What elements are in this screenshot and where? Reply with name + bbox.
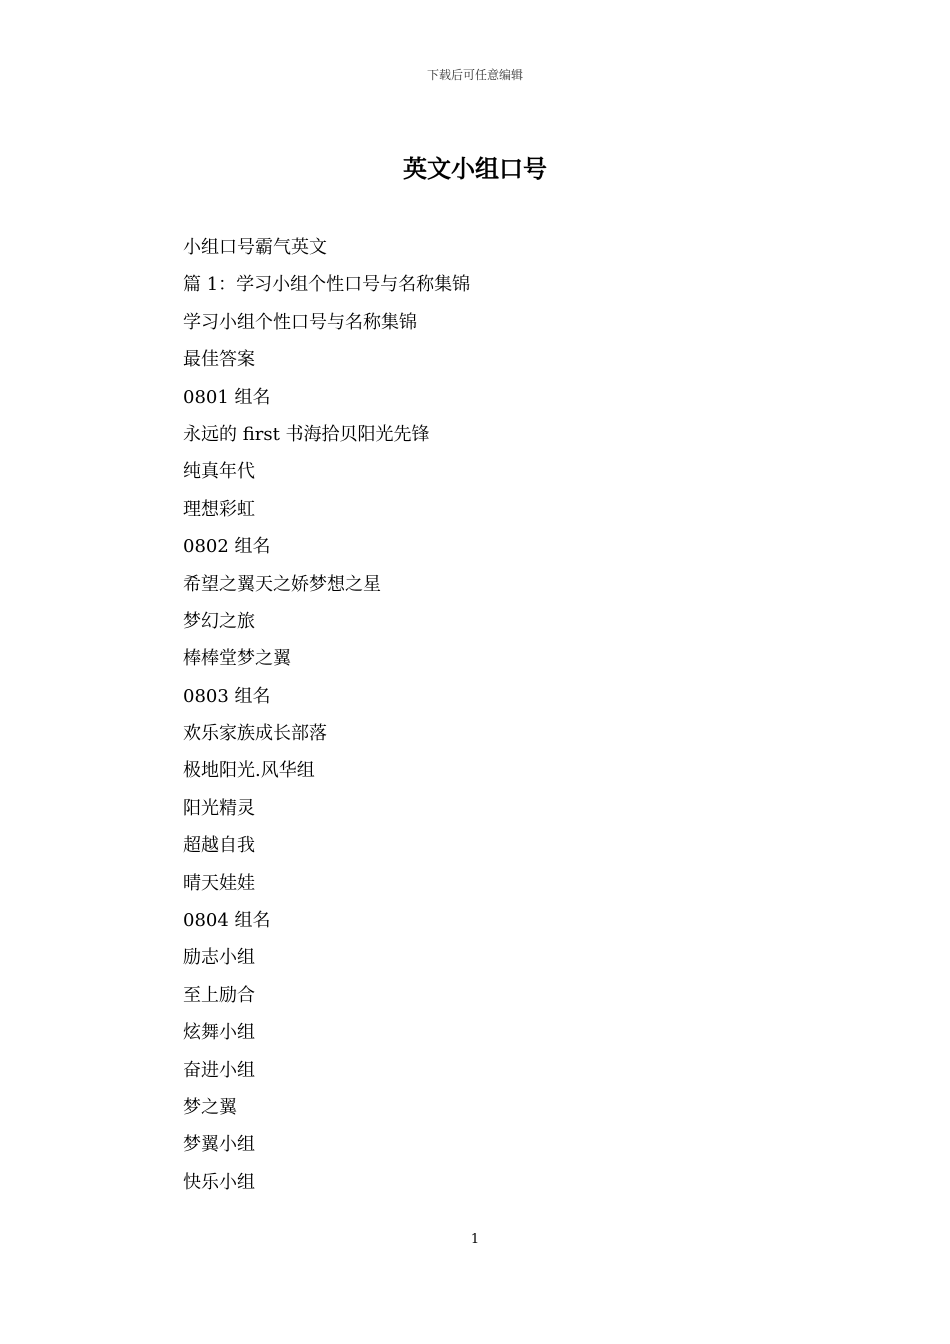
body-line: 0802 组名 — [183, 536, 271, 558]
body-line: 晴天娃娃 — [183, 872, 255, 894]
body-line: 0801 组名 — [183, 386, 271, 408]
body-line: 棒棒堂梦之翼 — [183, 648, 291, 670]
body-line: 极地阳光.风华组 — [183, 760, 315, 782]
body-line: 小组口号霸气英文 — [183, 237, 327, 258]
body-line: 奋进小组 — [183, 1059, 255, 1081]
body-line: 欢乐家族成长部落 — [183, 723, 327, 745]
body-line: 0803 组名 — [183, 685, 271, 707]
body-line: 篇 1：学习小组个性口号与名称集锦 — [183, 274, 471, 296]
body-line: 纯真年代 — [183, 461, 255, 483]
body-line: 炫舞小组 — [183, 1022, 255, 1044]
page-number: 1 — [470, 1232, 480, 1247]
body-line: 最佳答案 — [183, 349, 255, 371]
body-line: 励志小组 — [183, 947, 255, 969]
document-title: 英文小组口号 — [403, 154, 547, 183]
body-line: 希望之翼天之娇梦想之星 — [183, 573, 381, 595]
body-line: 梦之翼 — [183, 1096, 237, 1118]
body-line: 阳光精灵 — [183, 797, 255, 819]
body-line: 永远的 first 书海拾贝阳光先锋 — [183, 423, 430, 445]
body-line: 0804 组名 — [183, 910, 271, 932]
document-body — [183, 231, 783, 1203]
body-line: 学习小组个性口号与名称集锦 — [183, 311, 417, 333]
body-line: 至上励合 — [183, 984, 255, 1006]
body-line: 理想彩虹 — [183, 498, 255, 520]
body-line: 快乐小组 — [183, 1171, 255, 1193]
body-line: 超越自我 — [183, 835, 255, 857]
body-line: 梦翼小组 — [183, 1134, 255, 1156]
body-line: 梦幻之旅 — [183, 610, 255, 632]
page-header: 下载后可任意编辑 — [426, 68, 523, 82]
